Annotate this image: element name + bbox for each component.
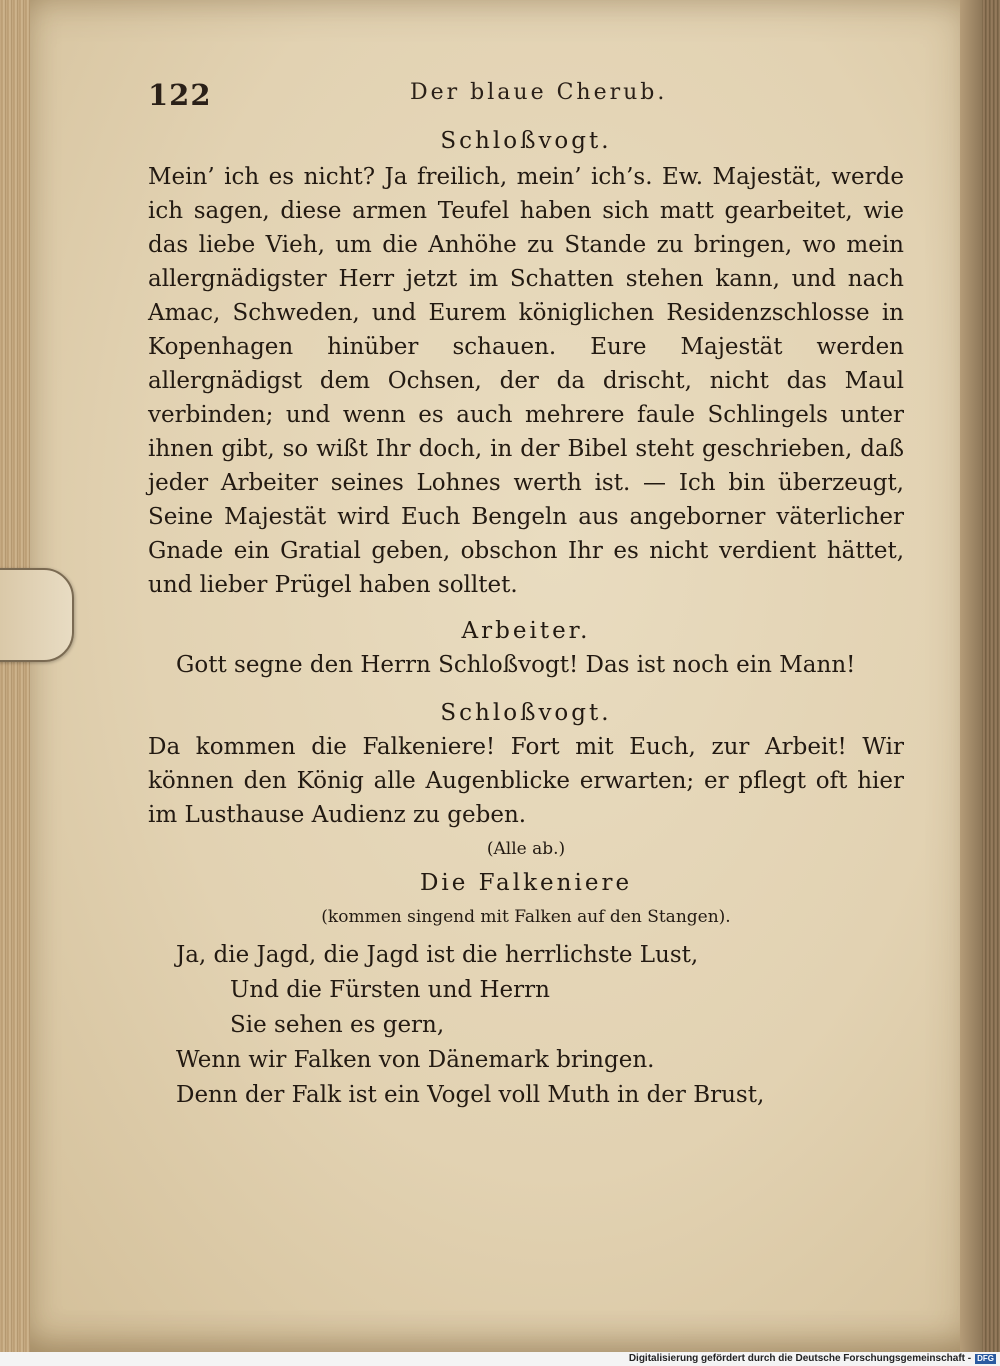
running-title: Der blaue Cherub.: [410, 80, 668, 105]
verse-line: Und die Fürsten und Herrn: [230, 977, 550, 1003]
speaker-label: Schloßvogt.: [440, 128, 612, 154]
digitization-footer: [0, 1352, 1000, 1366]
speaker-label: Schloßvogt.: [440, 700, 612, 726]
speech-text: Da kommen die Falkeniere! Fort mit Euch, zur Arbeit! Wir können den König alle Augenblicke erwarten; er pflegt oft hier im Lusthause Audienz zu geben.: [148, 734, 904, 828]
stage-direction: (kommen singend mit Falken auf den Stangen).: [321, 907, 731, 927]
speech-block-1: [148, 124, 904, 602]
speech-text: Mein’ ich es nicht? Ja freilich, mein’ ich’s. Ew. Majestät, werde ich sagen, diese armen Teufel haben sich matt gearbeitet, wie das liebe Vieh, um die Anhöhe zu Stande zu bringen, wo mein allergnädigster Herr jetzt im Schatten stehen kann, und nach Amac, Schweden, und Eurem königlichen Residenzschlosse in Kopenhagen hinüber schauen. Eure Majestät werden allergnädigst dem Ochsen, der da drischt, nicht das Maul verbinden; und wenn es auch mehrere faule Schlingels unter ihnen gibt, so wißt Ihr doch, in der Bibel steht geschrieben, daß jeder Arbeiter seines Lohnes werth ist. — Ich bin überzeugt, Seine Majestät wird Euch Bengeln aus angeborner väterlicher Gnade ein Gratial geben, obschon Ihr es nicht verdient hättet, und lieber Prügel haben solltet.: [148, 164, 904, 598]
verse-line: Ja, die Jagd, die Jagd ist die herrlichste Lust,: [176, 942, 699, 968]
speech-block-2: [148, 614, 904, 682]
page-header: [148, 78, 908, 118]
verse-line: Denn der Falk ist ein Vogel voll Muth in der Brust,: [176, 1082, 765, 1108]
speech-block-3: [148, 696, 904, 866]
stage-direction: (Alle ab.): [486, 839, 566, 859]
song-verse: [148, 938, 904, 1113]
page-number: 122: [148, 78, 212, 112]
speaker-label: Arbeiter.: [461, 618, 591, 644]
speaker-label: Die Falkeniere: [419, 870, 633, 896]
right-page-stack: [982, 0, 1000, 1352]
song-block: [148, 866, 904, 1113]
dfg-logo: DFG: [977, 1354, 994, 1363]
speech-text: Gott segne den Herrn Schloßvogt! Das ist noch ein Mann!: [176, 652, 856, 678]
verse-line: Sie sehen es gern,: [230, 1012, 445, 1038]
footer-credit: Digitalisierung gefördert durch die Deutsche Forschungsgemeinschaft -: [628, 1353, 972, 1364]
verse-line: Wenn wir Falken von Dänemark bringen.: [176, 1047, 655, 1073]
bookmark-tab: [0, 568, 74, 662]
